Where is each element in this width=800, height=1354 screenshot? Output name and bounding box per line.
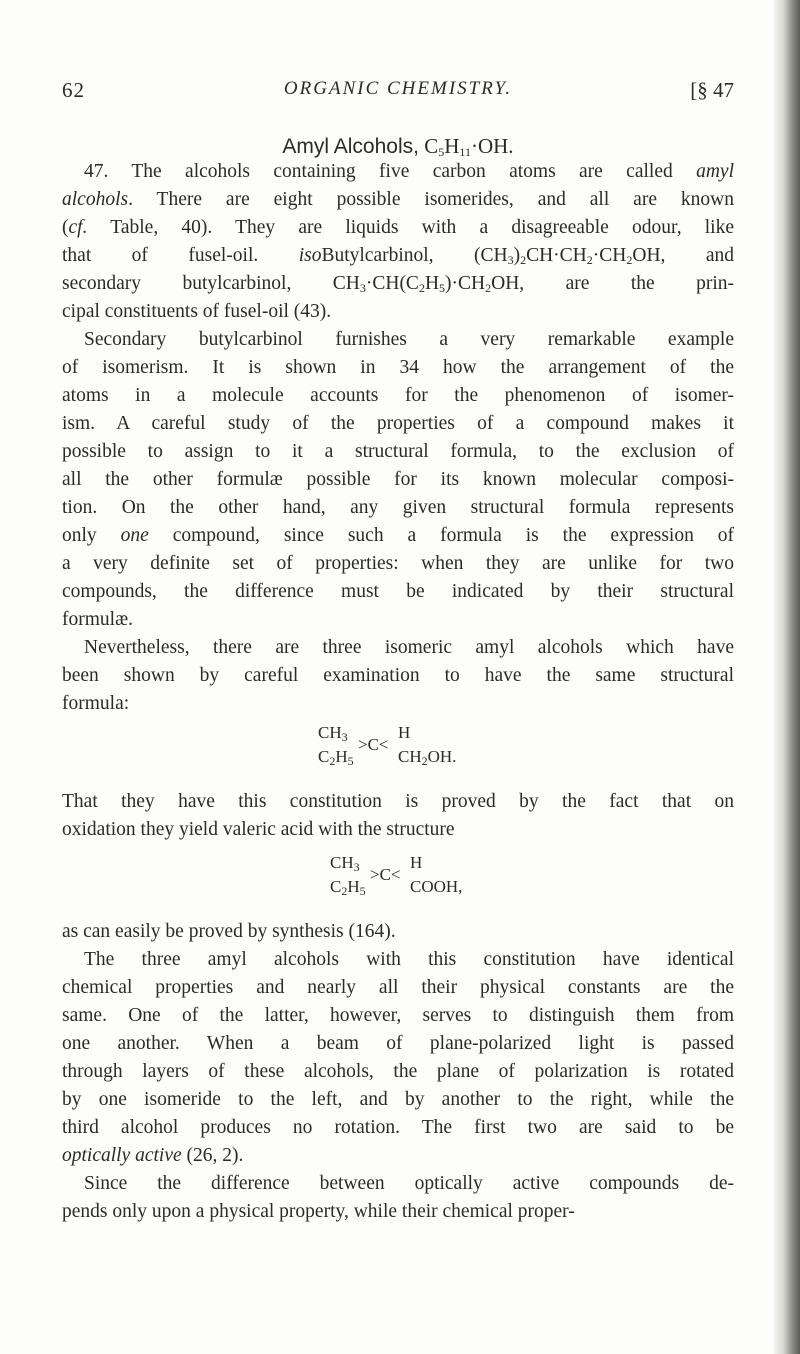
text-line: same. One of the latter, however, serves to distinguish them from: [62, 1005, 734, 1026]
section-reference: [§ 47: [690, 78, 734, 102]
paragraph-47-intro: [62, 158, 734, 326]
text-line: Nevertheless, there are three isomeric amyl alcohols which have: [84, 637, 734, 658]
text-line: secondary butylcarbinol, $CH_3\cdot CH(C_2H_5)\cdot CH_2OH$, are the prin-: [62, 273, 734, 295]
text-line: tion. On the other hand, any given structural formula represents: [62, 497, 734, 518]
paragraph-physical-property: [62, 1170, 734, 1226]
formula-center: >C<: [370, 865, 401, 884]
text-line: Secondary butylcarbinol furnishes a very remarkable example: [84, 329, 734, 350]
formula-lower-left: $C_2H_5$: [318, 747, 354, 768]
section-heading: [62, 134, 734, 159]
text-line: optically active (26, 2).: [62, 1145, 244, 1166]
formula-upper-right: H: [398, 723, 411, 742]
text-line: formulæ.: [62, 609, 133, 630]
paragraph-three-isomers: [62, 634, 734, 718]
text-line: compounds, the difference must be indicated by their structural: [62, 581, 734, 602]
text-line: oxidation they yield valeric acid with the structure: [62, 819, 455, 840]
paragraph-oxidation: [62, 788, 734, 844]
text-line: That they have this constitution is proved by the fact that on: [62, 791, 734, 812]
text-line: only one compound, since such a formula is the expression of: [62, 525, 734, 546]
text-line: all the other formulæ possible for its known molecular composi-: [62, 469, 734, 490]
text-line: that of fusel-oil. isoButylcarbinol, $(CH_3)_2CH\cdot CH_2\cdot CH_2OH$, and: [62, 245, 734, 267]
formula-lower-right: $CH_2OH$.: [398, 747, 457, 768]
formula-upper-left: $CH_3$: [318, 723, 348, 744]
text-line: The three amyl alcohols with this constitution have identical: [84, 949, 734, 970]
paragraph-isomerism: [62, 326, 734, 634]
text-line: as can easily be proved by synthesis (164).: [62, 921, 396, 942]
text-line: ism. A careful study of the properties of a compound makes it: [62, 413, 734, 434]
text-line: been shown by careful examination to have the same structural: [62, 665, 734, 686]
paragraph-synthesis: [62, 918, 734, 946]
formula-lower-left: $C_2H_5$: [330, 877, 366, 898]
text-line: one another. When a beam of plane-polarized light is passed: [62, 1033, 734, 1054]
formula-upper-left: $CH_3$: [330, 853, 360, 874]
text-line: a very definite set of properties: when they are unlike for two: [62, 553, 734, 574]
running-title: ORGANIC CHEMISTRY.: [283, 78, 513, 99]
heading-name: Amyl Alcohols,: [282, 135, 419, 158]
formula-upper-right: H: [410, 853, 423, 872]
book-spine-shadow: [774, 0, 800, 1354]
text-line: alcohols. There are eight possible isomerides, and all are known: [62, 189, 734, 210]
structural-formula-amyl-alcohol: [318, 724, 498, 774]
text-line: formula:: [62, 693, 130, 714]
formula-center: >C<: [358, 735, 389, 754]
text-line: chemical properties and nearly all their physical constants are the: [62, 977, 734, 998]
heading-formula: $C_5H_{11}\cdot OH$.: [424, 134, 514, 159]
text-line: cipal constituents of fusel-oil (43).: [62, 301, 332, 322]
text-line: third alcohol produces no rotation. The first two are said to be: [62, 1117, 734, 1138]
text-line: through layers of these alcohols, the plane of polarization is rotated: [62, 1061, 734, 1082]
page-number: 62: [62, 78, 85, 102]
running-header: [62, 78, 734, 108]
text-line: (cf. Table, 40). They are liquids with a disagreeable odour, like: [62, 217, 734, 238]
structural-formula-valeric-acid: [330, 854, 510, 904]
paragraph-optical-activity: [62, 946, 734, 1170]
text-line: Since the difference between optically active compounds de-: [84, 1173, 734, 1194]
text-line: pends only upon a physical property, while their chemical proper-: [62, 1201, 575, 1222]
text-line: atoms in a molecule accounts for the phenomenon of isomer-: [62, 385, 734, 406]
text-line: of isomerism. It is shown in 34 how the arrangement of the: [62, 357, 734, 378]
text-line: by one isomeride to the left, and by another to the right, while the: [62, 1089, 734, 1110]
formula-lower-right: COOH,: [410, 877, 463, 896]
text-line: 47. The alcohols containing five carbon atoms are called amyl: [84, 161, 734, 182]
text-line: possible to assign to it a structural formula, to the exclusion of: [62, 441, 734, 462]
